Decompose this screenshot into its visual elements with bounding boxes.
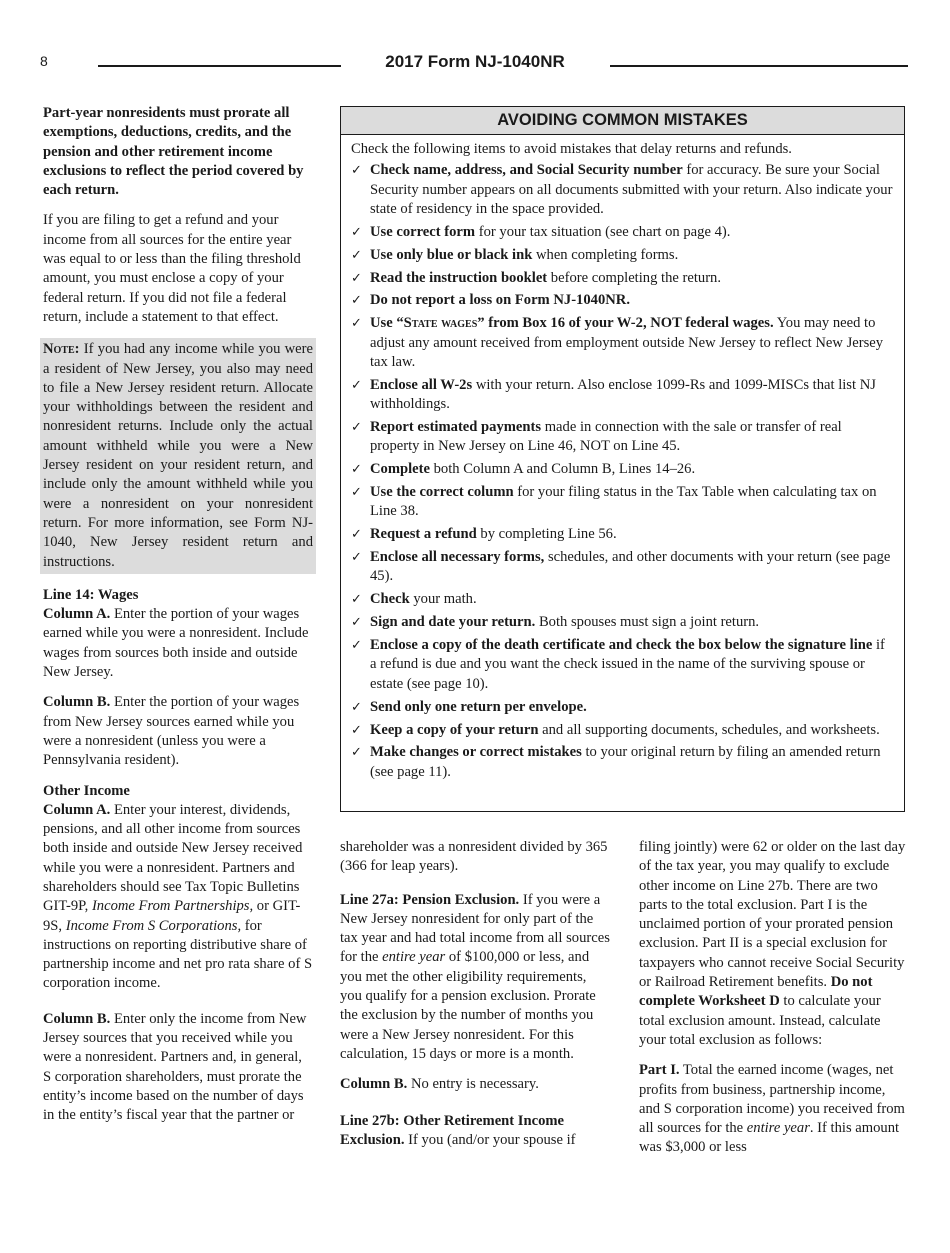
mistake-item-bold: Keep a copy of your return (370, 721, 539, 738)
common-mistakes-list (341, 161, 904, 782)
checkmark-icon: ✓ (351, 224, 362, 240)
mistake-item-bold: Read the instruction booklet (370, 269, 548, 286)
refund-paragraph: If you are filing to get a refund and your income from all sources for the entire year was equal to or less than the filing threshold amount, you must enclose a copy of your federal return. If you did not file a federal return, include a statement to that effect. (43, 212, 301, 325)
line14-colB (43, 693, 313, 770)
prorate-notice (43, 104, 313, 200)
line27a-text1: If you were a New Jersey nonresident for only part of the tax year and had total income from all sources for the (340, 891, 610, 966)
line14-colB-label: Column B. (43, 694, 111, 711)
other-colA-italic2: Income From S Corporations, (65, 917, 242, 934)
checkmark-icon: ✓ (351, 699, 362, 715)
right-continuation-text2: to calculate your total exclusion amount. Instead, calculate your total exclusion as follows: (639, 993, 881, 1048)
line14-colB-text: Enter the portion of your wages from New Jersey sources earned while you were a nonresident (unless you were a Pennsylvania resident). (43, 694, 300, 769)
line27b-label: Line 27b: Other Retirement Income Exclusion. (340, 1112, 565, 1148)
line14-colA-label: Column A. (43, 606, 111, 623)
other-income-heading: Other Income (43, 782, 130, 799)
mistake-item-text: your math. (409, 591, 477, 608)
mistake-item-bold: Enclose a copy of the death certificate and check the box below the signature line (370, 637, 873, 654)
mistake-item-text: if a refund is due and you want the check issued in the name of the surviving spouse or estate (see page 10). (370, 637, 885, 692)
checkmark-icon: ✓ (351, 293, 362, 309)
checkmark-icon: ✓ (351, 163, 362, 179)
mistake-item-text: to your original return by filing an amended return (see page 11). (370, 744, 881, 780)
other-colA-italic1: Income From Partnerships, (91, 898, 254, 915)
mistake-item-bold: Complete (370, 461, 430, 478)
mistake-item (351, 525, 894, 544)
mistake-item (351, 483, 894, 522)
mistake-item-bold: Report estimated payments (370, 419, 542, 436)
mistake-item-text: made in connection with the sale or transfer of real property in New Jersey on Line 46, NOT on Line 45. (370, 419, 842, 455)
mistake-item-bold: Make changes or correct mistakes (370, 744, 582, 761)
checkmark-icon: ✓ (351, 316, 362, 332)
mistake-item (351, 698, 894, 717)
line14-section (43, 586, 313, 682)
mistake-item (351, 314, 894, 372)
mistake-item-bold: Use the correct column (370, 484, 514, 501)
mistake-item-text: schedules, and other documents with your return (see page 45). (370, 549, 891, 585)
mistake-item-text: for your filing status in the Tax Table when calculating tax on Line 38. (370, 484, 877, 520)
header-rule-right (610, 65, 908, 67)
header-rule-left (98, 65, 341, 67)
mistake-item-bold: Send only one return per envelope. (370, 698, 587, 715)
mistake-item-bold: Enclose all necessary forms, (370, 549, 545, 566)
mistake-item-bold: Enclose all W-2s (370, 376, 473, 393)
mistake-item-text: both Column A and Column B, Lines 14–26. (429, 461, 696, 478)
checkmark-icon: ✓ (351, 745, 362, 761)
line27a-colB-label: Column B. (340, 1076, 408, 1093)
line27a-label: Line 27a: Pension Exclusion. (340, 891, 520, 908)
mistake-item (351, 246, 894, 265)
mistake-item (351, 376, 894, 415)
line27a-colB-text: No entry is necessary. (407, 1076, 539, 1093)
line27a-section (340, 891, 610, 1065)
mistake-item-text: You may need to adjust any amount received from employment outside New Jersey to reflect New Jersey tax law. (370, 315, 884, 370)
checkmark-icon: ✓ (351, 550, 362, 566)
middle-continuation: shareholder was a nonresident divided by 365 (366 for leap years). (340, 839, 608, 875)
other-colB-text: Enter only the income from New Jersey sources that you received while you were a nonresident. Partners and, in general, S corporation shareholders, must prorate the entity’s income based on the number of days in the entity’s fiscal year that the partner or (43, 1010, 307, 1124)
worksheet-d-warning: Do not complete Worksheet D (639, 974, 873, 1010)
prorate-notice-text: Part-year nonresidents must prorate all exemptions, deductions, credits, and the pension and other retirement income exclusions to reflect the period covered by each return. (43, 105, 304, 199)
mistake-item-bold: ” from Box 16 of your W-2, NOT federal wages. (477, 315, 774, 332)
other-colA-label: Column A. (43, 801, 111, 818)
page-title: 2017 Form NJ-1040NR (385, 52, 565, 71)
common-mistakes-box (340, 106, 905, 812)
line27a-colB (340, 1075, 610, 1094)
mistake-item-text: when completing forms. (532, 246, 679, 263)
part1-italic: entire year (746, 1120, 810, 1137)
line14-heading: Line 14: Wages (43, 586, 139, 603)
mistake-item-bold: Request a refund (370, 526, 477, 543)
mistake-item (351, 161, 894, 219)
checkmark-icon: ✓ (351, 592, 362, 608)
line27a-text2: of $100,000 or less, and you met the other eligibility requirements, you qualify for a pension exclusion. Prorate the exclusion by the number of months you were a New Jersey nonresident. For this calculation, 15 days or more is a month. (340, 949, 596, 1062)
note-box (40, 338, 316, 574)
right-continuation (639, 838, 907, 1050)
other-colA-text2: or GIT-9S, (43, 898, 301, 934)
mistake-item (351, 223, 894, 242)
right-continuation-text1: filing jointly) were 62 or older on the last day of the tax year, you may qualify to exclude other income on Line 27b. There are two parts to the total exclusion. Part I is the unclaimed portion of your prorated pension exclusion. Part II is a special exclusion for taxpayers who cannot receive Social Security or Railroad Retirement benefits. (639, 839, 906, 991)
right-column (639, 838, 907, 1169)
other-colB (43, 1010, 313, 1126)
mistake-item-bold: Sign and date your return. (370, 614, 536, 631)
mistake-item-text: before completing the return. (547, 269, 721, 286)
note-label: Note: (43, 341, 80, 358)
checkmark-icon: ✓ (351, 615, 362, 631)
mistake-item (351, 590, 894, 609)
checkmark-icon: ✓ (351, 485, 362, 501)
mistake-item-smallcaps: State wages (403, 315, 478, 332)
checkmark-icon: ✓ (351, 638, 362, 654)
mistake-item (351, 548, 894, 587)
mistake-item (351, 636, 894, 694)
other-colA-text3: for instructions on reporting distributive share of partnership income and net pro rata share of S corporation income. (43, 917, 313, 992)
line27b-section (340, 1112, 610, 1151)
other-colB-label: Column B. (43, 1010, 111, 1027)
mistake-item-bold: Do not report a loss on Form NJ-1040NR. (370, 292, 630, 309)
mistake-item-bold: Check name, address, and Social Security number (370, 162, 683, 179)
checkmark-icon: ✓ (351, 462, 362, 478)
mistake-item-bold: Use correct form (370, 223, 476, 240)
mistake-item-text: with your return. Also enclose 1099-Rs and 1099-MISCs that list NJ withholdings. (370, 376, 876, 413)
line27a-italic: entire year (382, 949, 446, 966)
part1-label: Part I. (639, 1062, 680, 1079)
mistake-item-bold: Check (370, 591, 410, 608)
mistake-item-text: Both spouses must sign a joint return. (535, 614, 760, 631)
line27b-text: If you (and/or your spouse if (404, 1131, 576, 1148)
checkmark-icon: ✓ (351, 527, 362, 543)
checkmark-icon: ✓ (351, 377, 362, 393)
part1-text1: Total the earned income (wages, net profits from business, partnership income, and S corporation income) you received from all sources for the (639, 1062, 905, 1137)
mistake-item (351, 743, 894, 782)
checkmark-icon: ✓ (351, 420, 362, 436)
note-text: If you had any income while you were a resident of New Jersey, you also may need to file a New Jersey resident return. Allocate your withholdings between the resident and nonresident returns. Include only the actual amount withheld while you were a New Jersey resident on your resident return, and include only the amount withheld while you were a nonresident on your nonresident return. For more information, see Form NJ-1040, New Jersey resident return and instructions. (43, 341, 313, 570)
mistake-item (351, 721, 894, 740)
common-mistakes-intro: Check the following items to avoid mistakes that delay returns and refunds. (351, 141, 792, 157)
mistake-item-text: and all supporting documents, schedules, and worksheets. (538, 721, 880, 738)
checkmark-icon: ✓ (351, 722, 362, 738)
checkmark-icon: ✓ (351, 270, 362, 286)
mistake-item (351, 418, 894, 457)
part1-text2: . If this amount was $3,000 or less (639, 1120, 900, 1156)
left-column (43, 104, 313, 1137)
mistake-item-text: for accuracy. Be sure your Social Security number appears on all documents submitted with your return. Also indicate your state of residency in the space provided. (370, 162, 893, 217)
checkmark-icon: ✓ (351, 247, 362, 263)
other-income-section (43, 782, 313, 994)
mistake-item-text: by completing Line 56. (476, 526, 617, 543)
mistake-item (351, 291, 894, 310)
mistake-item-bold-prefix: Use “ (370, 315, 404, 332)
mistake-item (351, 269, 894, 288)
common-mistakes-title: AVOIDING COMMON MISTAKES (341, 107, 904, 135)
mistake-item-text: for your tax situation (see chart on page 4). (475, 223, 731, 240)
middle-column (340, 838, 610, 1161)
mistake-item-bold: Use only blue or black ink (370, 246, 533, 263)
mistake-item (351, 613, 894, 632)
part1-section (639, 1061, 907, 1157)
line14-colA-text: Enter the portion of your wages earned while you were a nonresident. Include wages from sources both inside and outside New Jersey. (43, 606, 309, 681)
mistake-item (351, 460, 894, 479)
page-number: 8 (40, 53, 48, 69)
other-colA-text1: Enter your interest, dividends, pensions, and all other income from sources both inside and outside New Jersey received while you were a nonresident. Partners and shareholders should see Tax Topic Bulletins GIT-9P, (43, 801, 303, 915)
